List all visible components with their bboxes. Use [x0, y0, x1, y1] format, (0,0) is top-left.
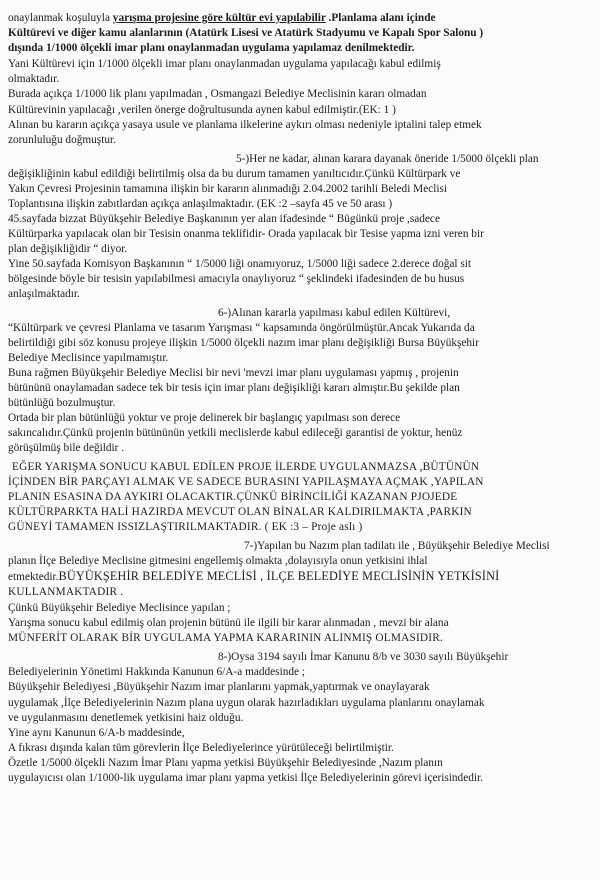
line-text: Yine 50.sayfada Komisyon Başkanının “ 1/5000 liği onamıyoruz, 1/5000 liği sadece 2.derece doğal sit — [8, 258, 472, 270]
line-text: ve uygulanmasını denetlemek yetkisini haiz olduğu. — [8, 712, 244, 724]
line-text: 8-)Oysa 3194 sayılı İmar Kanunu 8/b ve 3030 sayılı Büyükşehir — [218, 651, 509, 663]
line-text: görüşülmüş bile değildir . — [8, 442, 125, 454]
document-line — [8, 491, 457, 504]
document-line — [8, 382, 460, 395]
line-text: 5-)Her ne kadar, alınan karara dayanak öneride 1/5000 ölçekli plan — [236, 153, 539, 165]
document-line — [8, 183, 447, 196]
line-text: KÜLTÜRPARKTA HALİ HAZIRDA MEVCUT OLAN BİNALAR KALDIRILMAKTA ,PARKIN — [8, 506, 472, 518]
document-line — [8, 602, 230, 615]
line-text: Burada açıkça 1/1000 lik planı yapılmadan , Osmangazi Belediye Meclisinin kararı olmadan — [8, 88, 427, 100]
document-line — [8, 666, 305, 679]
line-text: İÇİNDEN BİR PARÇAYI ALMAK VE SADECE BURASINI YAPILAŞMAYA AÇMAK ,YAPILAN — [8, 476, 484, 488]
document-line — [12, 461, 479, 474]
line-text: bölgesinde böyle bir tesisin yapılabilmesi amacıyla onaylıyoruz “ şeklindeki ifadesinden de bu husus — [8, 273, 465, 285]
line-text: Toplantısına ilişkin zabıtlardan açıkça anlaşılmaktadır. (EK :2 –sayfa 45 ve 50 arası ) — [8, 198, 393, 210]
line-text: “Kültürpark ve çevresi Planlama ve tasarım Yarışması “ kapsamında öngörülmüştür.Ancak Yukarıda da — [8, 322, 475, 334]
line-text: zorunluluğu doğmuştur. — [8, 134, 116, 146]
document-line — [8, 73, 59, 86]
document-line — [8, 42, 414, 55]
document-line — [8, 119, 482, 132]
document-line — [8, 412, 400, 425]
line-text: Buna rağmen Büyükşehir Belediye Meclisi bir nevi 'mevzi imar planı uygulaması yapmış , projenin — [8, 367, 459, 379]
line-text: onaylanmak koşuluyla — [8, 12, 113, 24]
document-line — [8, 258, 471, 271]
line-text-rest: .Planlama alanı içinde — [325, 12, 436, 24]
document-line — [8, 213, 440, 226]
line-text: Çünkü Büyükşehir Belediye Meclisince yapılan ; — [8, 602, 231, 614]
document-line — [8, 555, 427, 568]
line-text: Kültürevinin yapılacağı ,verilen önerge doğrultusunda aynen kabul edilmiştir.(EK: 1 ) — [8, 104, 396, 116]
document-line — [8, 506, 472, 519]
document-line — [8, 337, 479, 350]
document-line — [8, 757, 443, 770]
document-line — [8, 273, 464, 286]
emphasized-text: BÜYÜKŞEHİR BELEDİYE MECLİSİ , İLÇE BELEDİYE MECLİSİNİN YETKİSİNİ — [58, 569, 500, 583]
document-line — [8, 570, 499, 584]
document-line — [8, 322, 475, 335]
line-text: KULLANMAKTADIR . — [8, 586, 124, 598]
document-line — [218, 307, 450, 320]
document-line — [8, 632, 443, 645]
line-text: PLANIN ESASINA DA AYKIRI OLACAKTIR.ÇÜNKÜ BİRİNCİLİĞİ KAZANAN PJOJEDE — [8, 491, 458, 503]
line-text: Kültürevi ve diğer kamu alanlarının (Atatürk Lisesi ve Atatürk Stadyumu ve Kapalı Spor Salonu ) — [8, 27, 484, 39]
line-text: Yarışma sonucu kabul edilmiş olan projenin bütünü ile ilgili bir karar alınmadan , mevzi bir alana — [8, 617, 449, 629]
line-text: uygulamak ,İlçe Belediyelerinin Nazım plana uygun olarak hazırladıkları uygulama planlarını onaylamak — [8, 697, 485, 709]
document-line — [218, 651, 508, 664]
line-text: Yine aynı Kanunun 6/A-b maddesinde, — [8, 727, 185, 739]
line-text: planın İlçe Belediye Meclisine gitmesini engellemiş olmakta ,dolayısıyla onun yetkisini ihlal — [8, 555, 428, 567]
line-text: uygulayıcısı olan 1/1000-lik uygulama imar planı yapma yetkisi İlçe Belediyelerinin görevi içerisindedir. — [8, 772, 483, 784]
line-text: bütünlüğü bozulmuştur. — [8, 397, 116, 409]
line-text: belirtildiği gibi söz konusu projeye ilişkin 1/5000 ölçekli nazım imar planı değişikliği Bursa Büyükşehir — [8, 337, 479, 349]
line-text: sakıncalıdır.Çünkü projenin bütününün yetkili meclislerde kabul edileceği garantisi de yoktur, henüz — [8, 427, 463, 439]
line-text: Kültürparka yapılacak olan bir Tesisin onanma teklifidir- Orada yapılacak bir Tesise yapma izni veren bir — [8, 228, 484, 240]
line-text: Büyükşehir Belediyesi ,Büyükşehir Nazım imar planlarını yapmak,yaptırmak ve onaylayarak — [8, 681, 430, 693]
document-line — [8, 352, 168, 365]
document-line — [8, 586, 123, 599]
document-line — [8, 198, 392, 211]
document-line — [8, 134, 116, 147]
document-line — [8, 727, 185, 740]
line-text: Ortada bir plan bütünlüğü yoktur ve proje delinerek bir başlangıç yapılması son derece — [8, 412, 401, 424]
document-line — [8, 228, 484, 241]
line-text: Özetle 1/5000 ölçekli Nazım İmar Planı yapma yetkisi Büyükşehir Belediyesinde ,Nazım planın — [8, 757, 443, 769]
document-line — [8, 58, 441, 71]
document-line — [8, 712, 243, 725]
line-text: plan değişikliğidir “ diyor. — [8, 243, 128, 255]
line-text: 6-)Alınan kararla yapılması kabul edilen Kültürevi, — [218, 307, 451, 319]
document-line — [8, 397, 115, 410]
line-text: Alınan bu kararın açıkça yasaya usule ve planlama ilkelerine aykırı olması nedeniyle iptalini talep etmek — [8, 119, 482, 131]
document-line — [8, 772, 483, 785]
line-text: GÜNEYİ TAMAMEN ISSIZLAŞTIRILMAKTADIR. ( EK :3 – Proje aslı ) — [8, 521, 363, 533]
document-line — [8, 243, 127, 256]
document-line — [8, 88, 426, 101]
document-line — [8, 288, 80, 301]
line-text: Belediye Meclisince yapılmamıştır. — [8, 352, 169, 364]
document-line — [8, 681, 430, 694]
document-line — [8, 12, 436, 25]
document-line — [8, 617, 449, 630]
document-line — [8, 367, 459, 380]
line-text: 7-)Yapılan bu Nazım plan tadilatı ile , Büyükşehir Belediye Meclisi — [244, 540, 550, 552]
underlined-phrase: yarışma projesine göre kültür evi yapılabilir — [112, 12, 326, 24]
line-text: EĞER YARIŞMA SONUCU KABUL EDİLEN PROJE İLERDE UYGULANMAZSA ,BÜTÜNÜN — [12, 461, 480, 473]
document-line — [8, 427, 462, 440]
line-text: Yakın Çevresi Projesinin tamamına ilişkin bir kararın alınmadığı 2.04.2002 tarihli Beledi Meclisi — [8, 183, 448, 195]
document-line — [8, 104, 396, 117]
line-text: değişikliğinin kabul edildiği belirtilmiş olsa da bu durum tamamen yanıltıcıdır.Çünkü Kültürpark ve — [8, 168, 461, 180]
document-line — [8, 521, 363, 534]
line-text: olmaktadır. — [8, 73, 60, 85]
document-line — [8, 742, 394, 755]
document-line — [8, 168, 460, 181]
document-line — [8, 476, 484, 489]
line-text: Belediyelerinin Yönetimi Hakkında Kanunun 6/A-a maddesinde ; — [8, 666, 305, 678]
document-line — [8, 697, 485, 710]
line-text: dışında 1/1000 ölçekli imar planı onaylanmadan uygulama yapılamaz denilmektedir. — [8, 42, 415, 54]
line-text: etmektedir. — [8, 571, 59, 583]
line-text: Yani Kültürevi için 1/1000 ölçekli imar planı onaylanmadan uygulama yapılacağı kabul edilmiş — [8, 58, 441, 70]
document-line — [236, 153, 539, 166]
line-text: 45.sayfada bizzat Büyükşehir Belediye Başkanının yer alan ifadesinde “ Bügünkü proje ,sadece — [8, 213, 440, 225]
line-text: bütününü onaylamadan sadece tek bir tesis için imar planı değişikliği kararı almıştır.Bu şekilde plan — [8, 382, 460, 394]
line-text: MÜNFERİT OLARAK BİR UYGULAMA YAPMA KARARININ ALINMIŞ OLMASIDIR. — [8, 632, 444, 644]
document-line — [8, 27, 483, 40]
line-text: anlaşılmaktadır. — [8, 288, 80, 300]
line-text: A fıkrası dışında kalan tüm görevlerin İlçe Belediyelerince yürütüleceği belirtilmiştir. — [8, 742, 394, 754]
document-line — [8, 442, 124, 455]
document-line — [244, 540, 550, 553]
